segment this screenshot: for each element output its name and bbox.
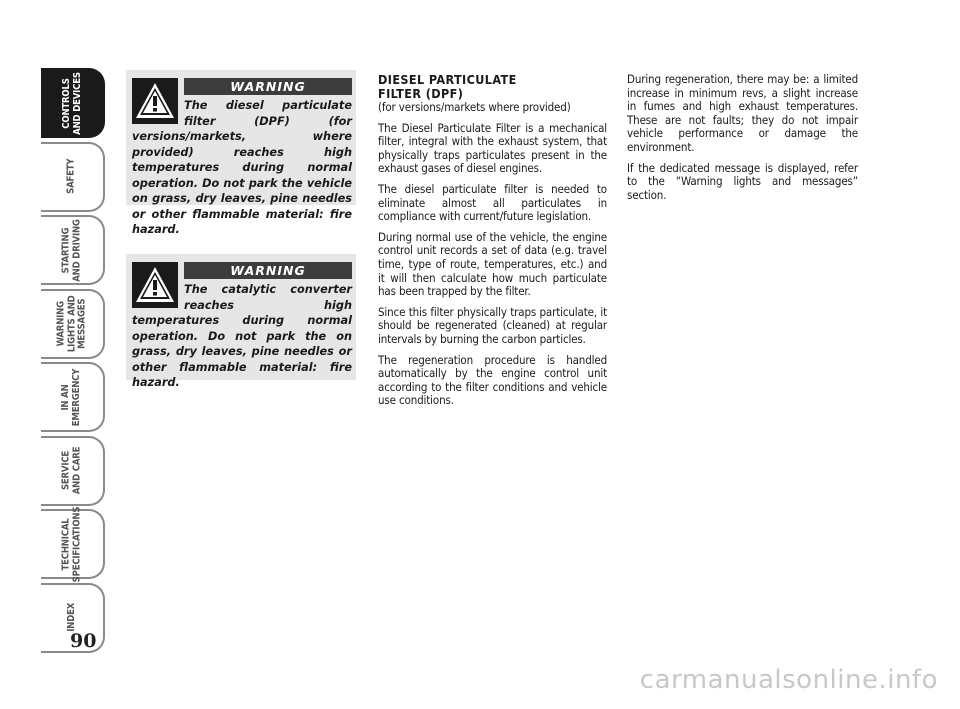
right-column: [627, 73, 858, 209]
warning-heading: WARNING: [184, 78, 352, 95]
paragraph: During regeneration, there may be: a limited increase in minimum revs, a slight increase in fumes and high exhaust temperatures. These are not faults; they do not impair vehicle performance or damage the environment.: [627, 72, 858, 154]
tab-label: TECHNICAL SPECIFICATIONS: [60, 506, 82, 582]
paragraph: The regeneration procedure is handled automatically by the engine control unit according to the filter conditions and vehicle use conditions.: [378, 352, 607, 408]
warning-box-dpf: [126, 70, 356, 236]
warning-text: The catalytic converter reaches high temperatures during normal operation. Do not park the on grass, dry leaves, pine needles or other flammable material: fire hazard.: [132, 283, 352, 389]
tab-label: CONTROLS AND DEVICES: [60, 71, 83, 135]
watermark: carmanualsonline.info: [639, 665, 938, 695]
paragraph: Since this filter physically traps particulate, it should be regenerated (cleaned) at regular intervals by burning the carbon particles.: [378, 304, 607, 346]
tab-label: WARNING LIGHTS AND MESSAGES: [55, 295, 88, 352]
tab-warning-lights-and-messages[interactable]: [41, 289, 105, 359]
tab-starting-and-driving[interactable]: [41, 215, 105, 285]
section-subtitle: (for versions/markets where provided): [378, 100, 571, 114]
page-number: 90: [70, 630, 97, 652]
tab-label: SERVICE AND CARE: [60, 446, 82, 495]
tab-label: STARTING AND DRIVING: [60, 218, 82, 282]
tab-technical-specifications[interactable]: [41, 506, 105, 582]
paragraph: During normal use of the vehicle, the engine control unit records a set of data (e.g. travel time, type of route, temperatures, etc.) and it will then calculate how much particulate has been trapped by the filter.: [378, 229, 607, 299]
tab-in-an-emergency[interactable]: [41, 362, 105, 432]
tab-label: IN AN EMERGENCY: [60, 368, 82, 426]
paragraph: The Diesel Particulate Filter is a mechanical filter, integral with the exhaust system, that physically traps particulates present in the exhaust gases of diesel engines.: [378, 120, 607, 176]
tab-safety[interactable]: [41, 142, 105, 212]
warning-text: The diesel particulate filter (DPF) (for versions/markets, where provided) reaches high temperatures during normal operation. Do not park the vehicle on grass, dry leaves, pine needles or other flammable material: fire hazard.: [132, 99, 352, 236]
main-column: [378, 73, 607, 415]
warning-box-catalytic-converter: [126, 254, 356, 389]
warning-heading: WARNING: [184, 262, 352, 279]
section-title: DIESEL PARTICULATE FILTER (DPF): [378, 72, 517, 101]
paragraph: The diesel particulate filter is needed to eliminate almost all particulates in compliance with current/future legislation.: [378, 181, 607, 224]
tab-service-and-care[interactable]: [41, 436, 105, 506]
tab-label: INDEX: [65, 603, 77, 632]
side-tab-nav: [41, 68, 105, 656]
paragraph: If the dedicated message is displayed, refer to the “Warning lights and messages” section.: [627, 160, 858, 202]
tab-label: SAFETY: [65, 158, 77, 195]
tab-controls-and-devices[interactable]: [41, 68, 105, 138]
